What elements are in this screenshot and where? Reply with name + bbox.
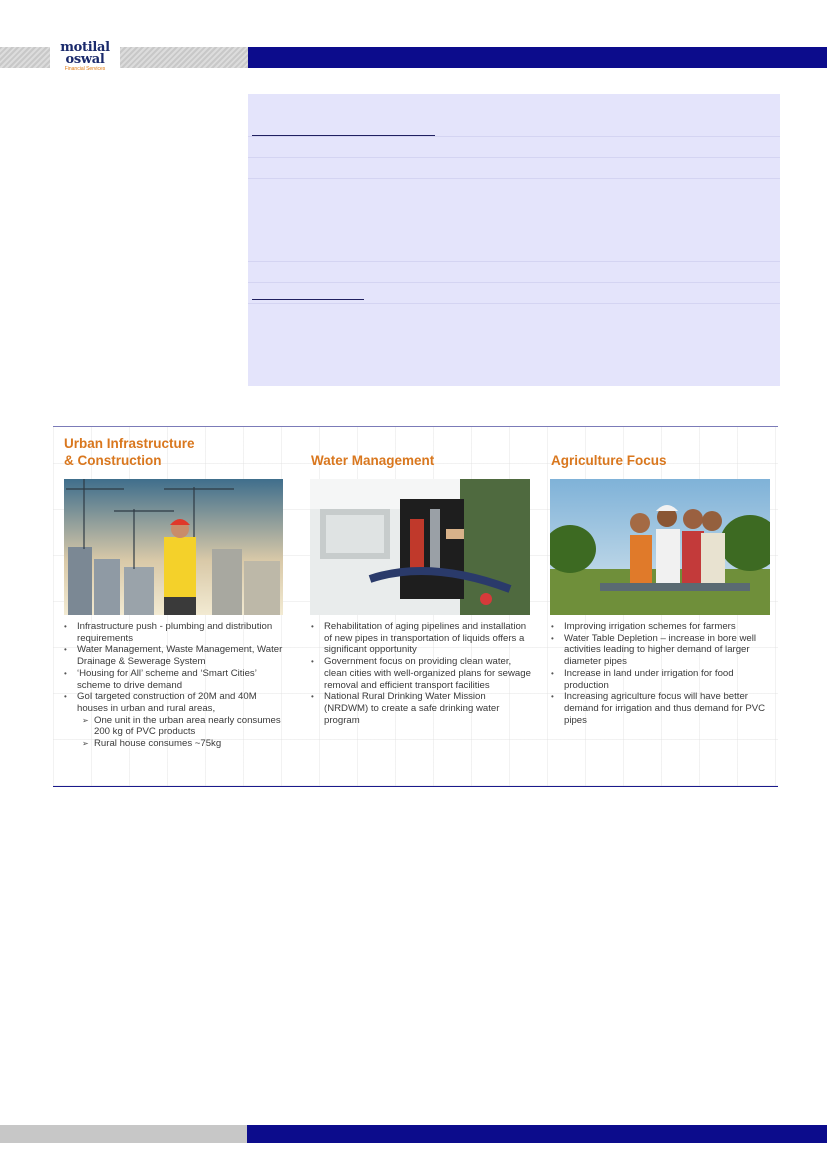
column-title-agriculture	[551, 453, 667, 470]
list-item: • Government focus on providing clean water, clean cities with well-organized plans for sewage removal and efficient transport facilities	[311, 656, 531, 691]
demand-drivers-panel	[53, 426, 778, 787]
list-sub-item: ➢ One unit in the urban area nearly consumes 200 kg of PVC products	[64, 715, 286, 738]
list-item: • Increasing agriculture focus will have better demand for irrigation and thus demand for PVC pipes	[551, 691, 771, 726]
list-item: • GoI targeted construction of 20M and 40M houses in urban and rural areas,	[64, 691, 286, 714]
urban-bullet-list	[64, 621, 286, 750]
section-heading-underline	[252, 135, 435, 136]
plumber-tools-image	[310, 479, 530, 615]
list-item: • Increase in land under irrigation for food production	[551, 668, 771, 691]
divider	[248, 157, 780, 158]
divider	[248, 136, 780, 137]
footer-blue-bar	[247, 1125, 827, 1143]
list-sub-item: ➢ Rural house consumes ~75kg	[64, 738, 286, 750]
divider	[248, 178, 780, 179]
construction-worker-image	[64, 479, 283, 615]
title-line: Urban Infrastructure	[64, 436, 195, 451]
logo-line-3: Financial Services	[64, 66, 106, 72]
motilal-oswal-logo	[50, 38, 120, 76]
list-item: • Water Management, Waste Management, Water Drainage & Sewerage System	[64, 644, 286, 667]
divider	[248, 261, 780, 262]
header-grey-bar	[0, 47, 248, 68]
highlight-text-block	[248, 94, 780, 386]
column-title-urban	[64, 436, 195, 469]
list-item: • Improving irrigation schemes for farmers	[551, 621, 771, 633]
footer-grey-bar	[0, 1125, 247, 1143]
water-bullet-list	[311, 621, 531, 726]
logo-line-1: motilal	[60, 40, 110, 55]
list-item: • Infrastructure push - plumbing and distribution requirements	[64, 621, 286, 644]
list-item: • National Rural Drinking Water Mission (NRDWM) to create a safe drinking water program	[311, 691, 531, 726]
list-item: • ‘Housing for All’ scheme and ‘Smart Cities’ scheme to drive demand	[64, 668, 286, 691]
section-heading-underline	[252, 299, 364, 300]
header-blue-bar	[248, 47, 827, 68]
divider	[248, 282, 780, 283]
logo-line-2: oswal	[65, 52, 105, 67]
list-item: • Rehabilitation of aging pipelines and installation of new pipes in transportation of liquids offers a significant opportunity	[311, 621, 531, 656]
title-line: & Construction	[64, 452, 162, 468]
list-item: • Water Table Depletion – increase in bore well activities leading to higher demand of larger diameter pipes	[551, 633, 771, 668]
title-line: Agriculture Focus	[551, 453, 667, 468]
agriculture-bullet-list	[551, 621, 771, 726]
farmers-family-image	[550, 479, 770, 615]
title-line: Water Management	[311, 453, 435, 468]
column-title-water	[311, 453, 434, 470]
divider	[248, 303, 780, 304]
